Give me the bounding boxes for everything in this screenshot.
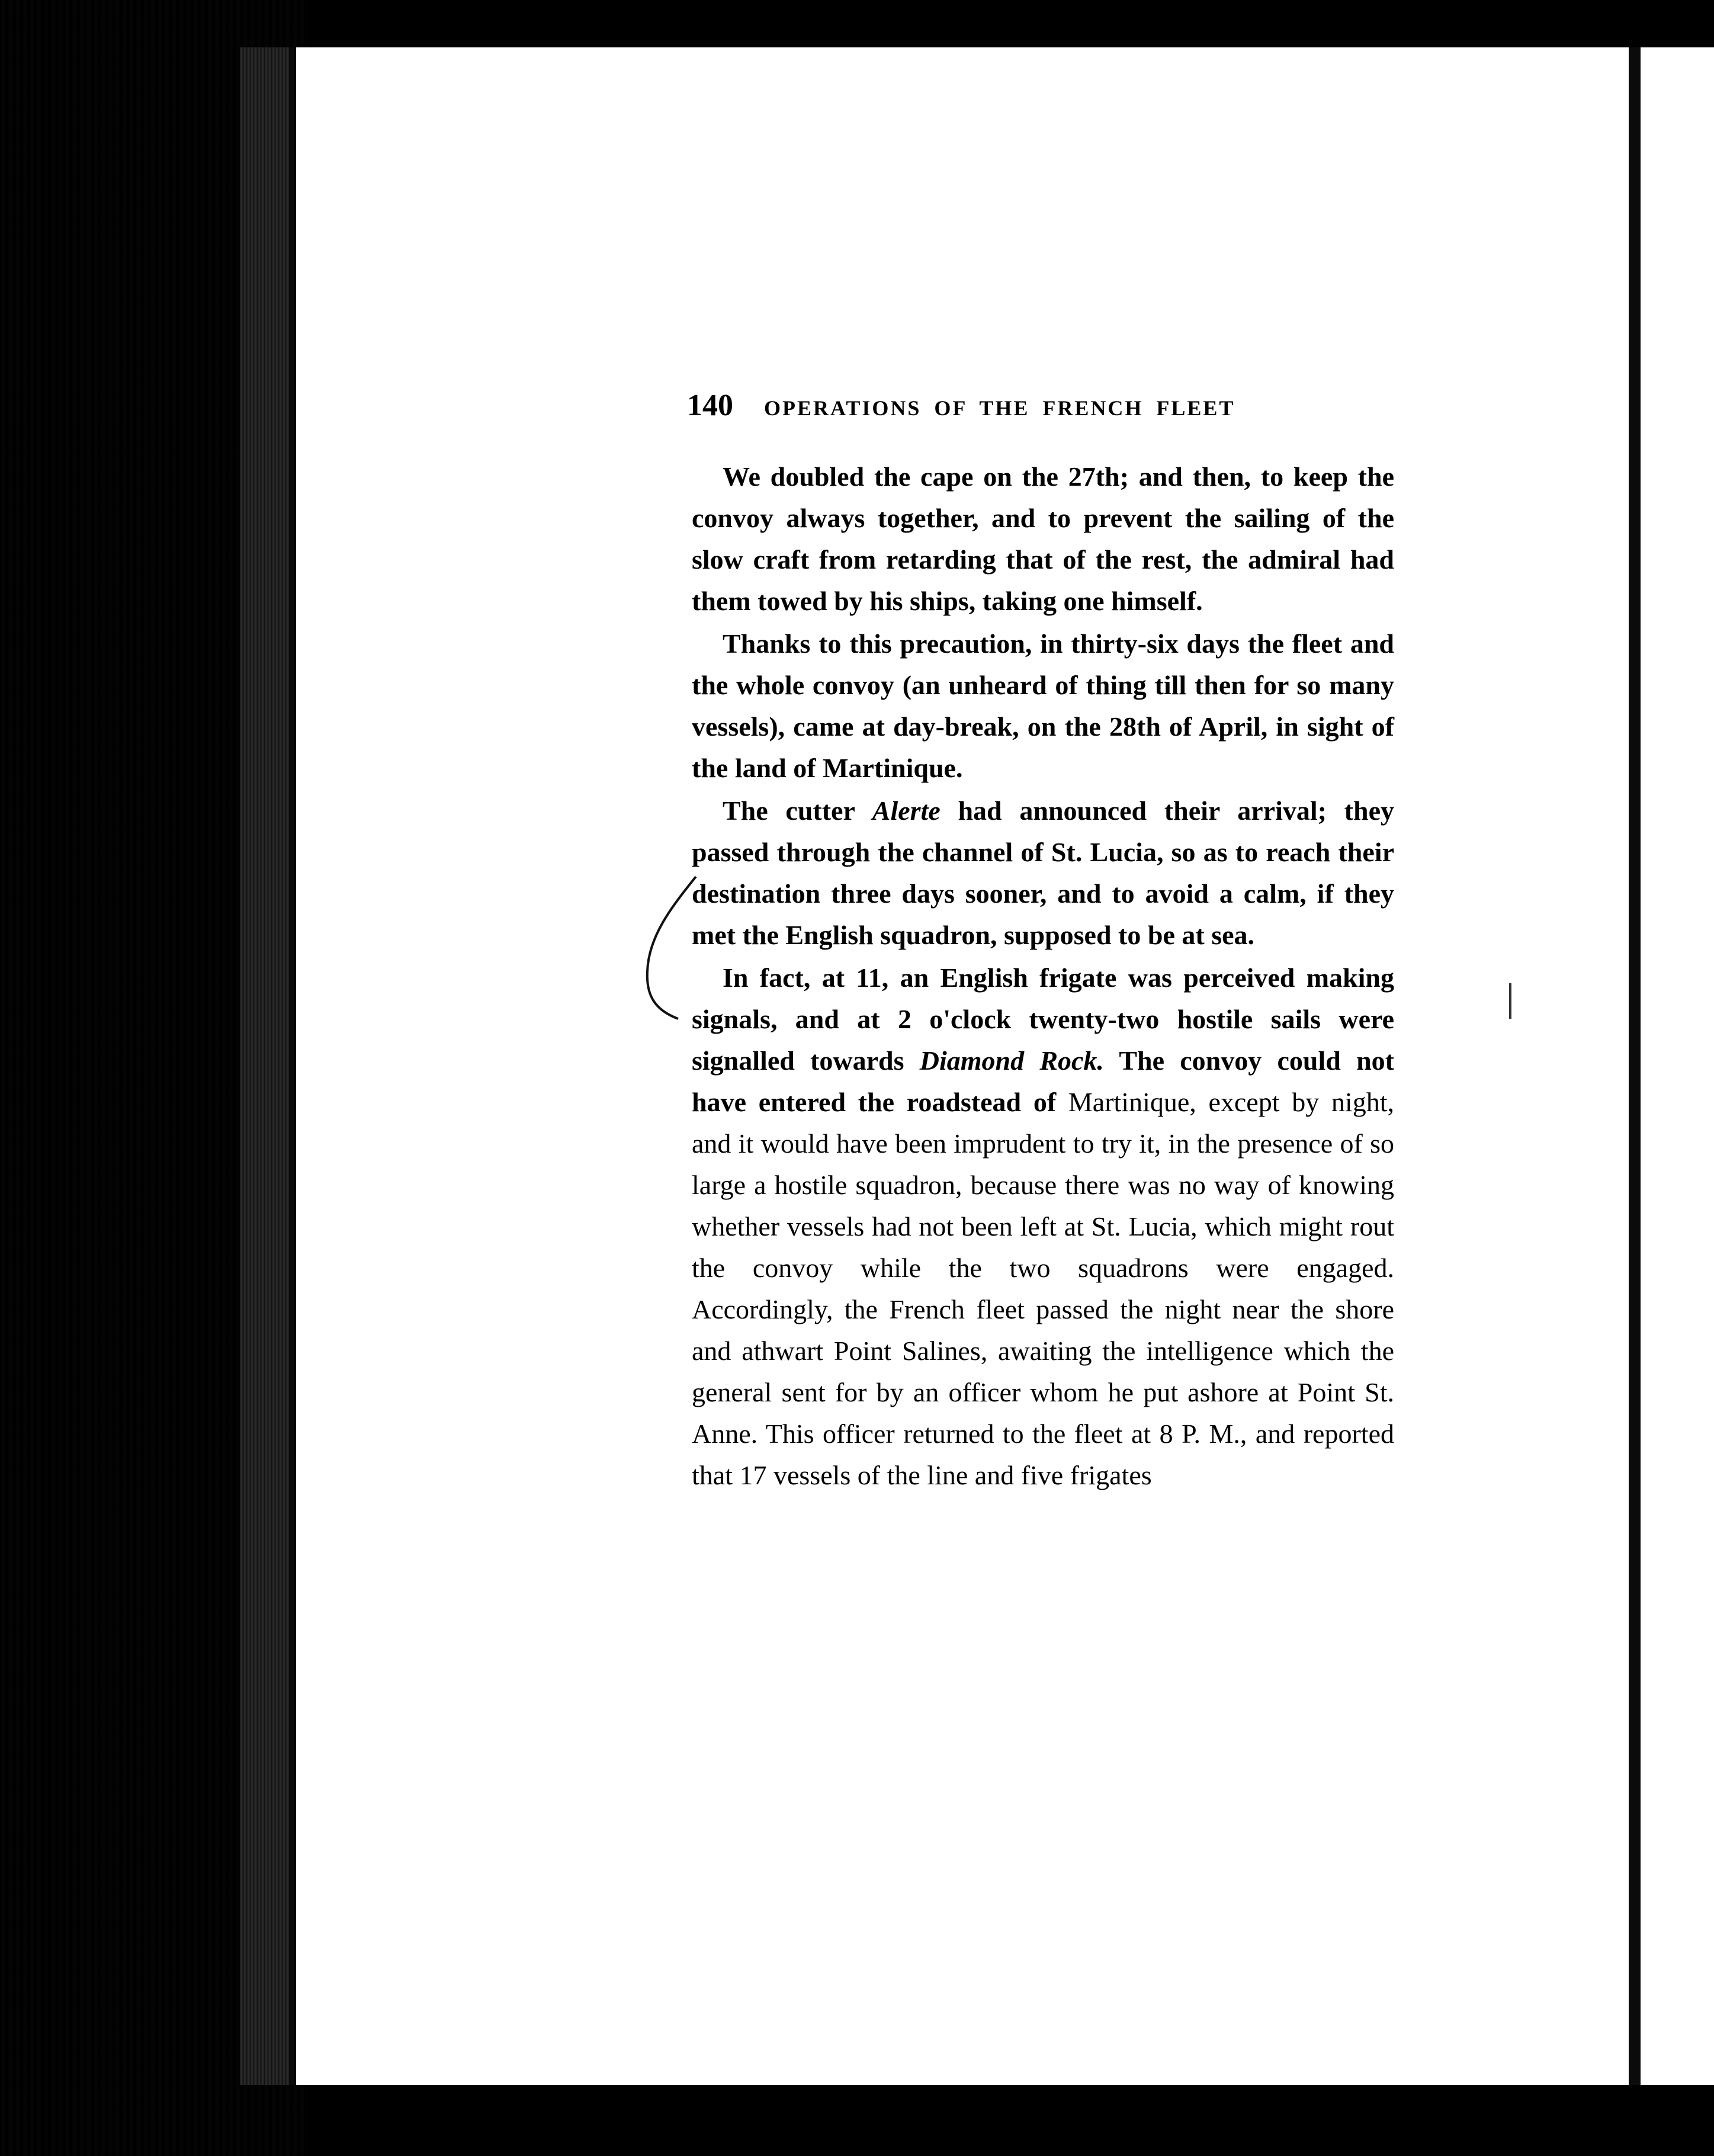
page-number: 140 — [687, 389, 733, 422]
running-title: OPERATIONS OF THE FRENCH FLEET — [764, 396, 1235, 420]
paragraph-4-middle: The convoy could not have entered the roadstead of — [692, 1045, 1394, 1117]
paragraph-2: Thanks to this precaution, in thirty-six days the fleet and the whole convoy (an unheard of thing till then for so many vessels), came at day-break, on the 28th of April, in sight of the land of Martinique. — [692, 628, 1394, 783]
paragraph-4-rest: Martinique, except by night, and it would have been imprudent to try it, in the presence of so large a hostile squadron, because there was no way of knowing whether vessels had not been left at St. Lucia, which might rout the convoy while the two squadrons were engaged. Accordingly, the French fleet passed the night near the shore and athwart Point Salines, awaiting the intelligence which the general sent for by an officer whom he put ashore at Point St. Anne. This officer returned to the fleet at 8 P. M., and reported that 17 vessels of the line and five frigates — [692, 1087, 1394, 1490]
paragraph-4 — [692, 957, 1394, 1496]
facing-page-edge — [1641, 47, 1714, 2085]
paragraph-3-start: The cutter — [723, 795, 872, 826]
paragraph-1: We doubled the cape on the 27th; and then, to keep the convoy always together, and to prevent the sailing of the slow craft from retarding that of the rest, the admiral had them towed by his ships, taking one himself. — [692, 461, 1394, 616]
paragraph-3-rest: had announced their arrival; they passed through the channel of St. Lucia, so as to reach their destination three days sooner, and to avoid a calm, if they met the English squadron, supposed to be at sea. — [692, 795, 1394, 950]
ship-name-alerte: Alerte — [872, 795, 941, 826]
paragraph-3 — [692, 790, 1394, 956]
pencil-margin-mark — [637, 871, 708, 1025]
book-page-edges — [240, 47, 293, 2085]
place-name-diamond-rock: Diamond Rock. — [919, 1045, 1104, 1076]
page-border-line — [289, 47, 294, 2085]
page-header — [687, 388, 1279, 424]
book-gutter — [1629, 47, 1641, 2085]
margin-tick-mark — [1509, 983, 1511, 1019]
paragraph-4-start: In fact, at 11, an English frigate was perceived making signals, and at 2 o'clock twenty-two hostile sails were signalled towards — [692, 962, 1394, 1076]
body-text — [692, 456, 1394, 1497]
